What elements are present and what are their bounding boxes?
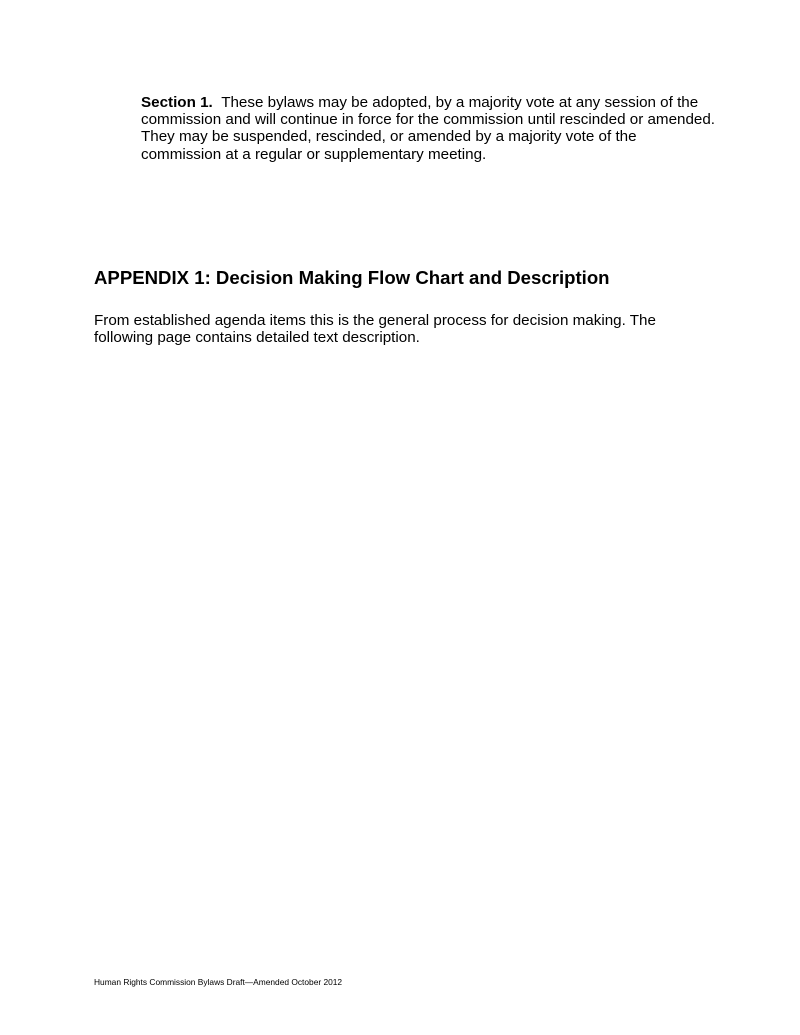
appendix-heading: APPENDIX 1: Decision Making Flow Chart and Description bbox=[94, 267, 610, 288]
section-1-text: These bylaws may be adopted, by a majority vote at any session of the commission and will continue in force for the commission until rescinded or amended. They may be suspended, rescinded, or amended by a majority vote of the commission at a regular or supplementary meeting. bbox=[141, 94, 716, 163]
section-1-paragraph bbox=[141, 94, 716, 163]
page-footer: Human Rights Commission Bylaws Draft—Amended October 2012 bbox=[94, 977, 343, 987]
appendix-intro-paragraph: From established agenda items this is the general process for decision making. The following page contains detailed text description. bbox=[94, 312, 656, 347]
section-1-label: Section 1. bbox=[141, 94, 213, 111]
